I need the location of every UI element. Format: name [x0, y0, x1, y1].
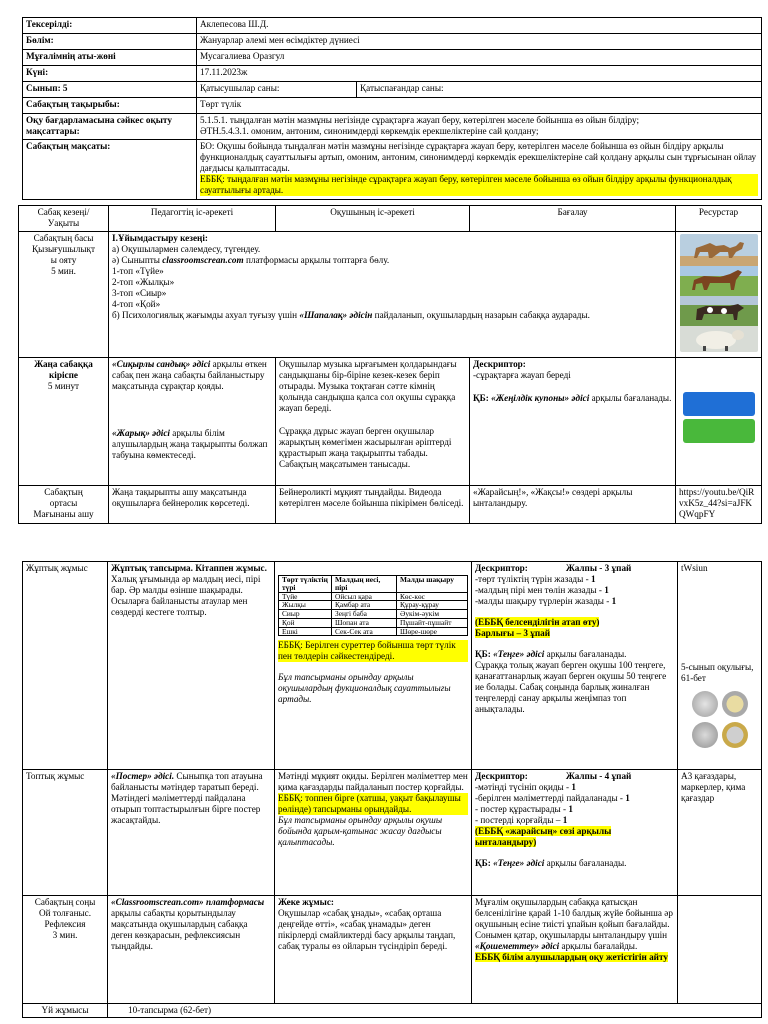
- goal-ebbk: ЕББҚ: тыңдалған мәтін мазмұны негізінде сұрақтарға жауап беру, көтерілген мәселе бойынша өз ойын білдіру арқылы функционалдық сауаттылығы артады.: [200, 174, 758, 196]
- stage3-name: Сабақтың ортасы Мағынаны ашу: [19, 486, 109, 524]
- teacher-label: Мұғалімнің аты-жөні: [23, 50, 197, 66]
- section-value: Жануарлар әлемі мен өсімдіктер дүниесі: [197, 34, 762, 50]
- end-teacher: «Classroomscreаn.com» платформасы арқылы сабақты қорытындылау мақсатында оқушылардың сабаққа деген көзқарасын, рефлексиясын тыңдайды.: [108, 896, 275, 1004]
- present-count-label: Қатысушылар саны:: [197, 82, 357, 98]
- animals-photo-collage: [680, 234, 758, 352]
- learning-objectives-value: 5.1.5.1. тыңдалған мәтін мазмұны негізінде сұрақтарға жауап беру, көтерілген мәселе бойынша өз ойын білдіру; ӘТН.5.4.3.1. омоним, антоним, синонимдерді көркемдік ерекшеліктеріне сай қолдану;: [197, 114, 762, 140]
- stage1-content: I.Ұйымдастыру кезеңі: а) Оқушылармен сәлемдесу, түгендеу. ә) Сыныпты classroomscreаn.com платформасы арқылы топтарға бөлу. 1-топ «Түйе» 2-топ «Жылқы» 3-топ «Сиыр» 4-топ «Қой» б) Психологиялық жағымды ахуал туғызу үшін «Шапалақ» әдісін пайдаланып, оқушылардың назарын сабаққа аударады.: [109, 232, 676, 358]
- date-label: Күні:: [23, 66, 197, 82]
- group-list-item: 4-топ «Қой»: [112, 299, 161, 310]
- lesson-header-table: [22, 17, 762, 200]
- lesson-goal-value: БО: Оқушы бойында тыңдалған мәтін мазмұны негізінде сұрақтарға жауап беру, көтерілген мәселе бойынша өз ойын білдіру арқылы функционалдық сауаттылығы артып, омоним, антоним, синонимдерді көркемдік ерекшеліктеріне сай қолдану арқылы сын тұрғысынан ойлау дағдысы қалыптасады. ЕББҚ: тыңдалған мәтін мазмұны негізінде сұрақтарға жауап беру, көтерілген мәселе бойынша өз ойын білдіру арқылы функционалдық сауаттылығы артады.: [197, 140, 762, 200]
- checked-label: Тексерілді:: [23, 18, 197, 34]
- pair-assessment: Дескриптор: Жалпы - 3 ұпай -төрт түліктің түрін жазады - 1 -малдың пірі мен төлін жазады - 1 -малды шақыру түрлерін жазады - 1 (ЕББҚ белсенділігін атап өту) Барлығы – 3 ұпай ҚБ: «Теңге» әдісі арқылы бағаланады. Сұраққа толық жауап берген оқушы 100 теңгеге, қанағаттанарлық жауап берген оқушы 50 теңгеге ие болады. Сабақ соңында барлық жиналған теңгелерді санау арқылы жеңімпаз топ анықталады.: [472, 562, 678, 770]
- col-assessment: Бағалау: [470, 206, 676, 232]
- col-stage: Сабақ кезеңі/Уақыты: [19, 206, 109, 232]
- checked-value: Аклепесова Ш.Д.: [197, 18, 762, 34]
- topic-label: Сабақтың тақырыбы:: [23, 98, 197, 114]
- section-label: Бөлім:: [23, 34, 197, 50]
- learning-objectives-label: Оқу бағдарламасына сәйкес оқыту мақсаттары:: [23, 114, 197, 140]
- group-assessment: Дескриптор: Жалпы - 4 ұпай -мәтінді түсініп оқиды - 1 -берілген мәліметтерді пайдаланады - 1 - постер құрастырады - 1 - постерді қорғайды – 1 (ЕББҚ «жарайсың» сөзі арқылы ынталандыру) ҚБ: «Теңге» әдісі арқылы бағаланады.: [472, 770, 678, 896]
- group-resources: А3 қағаздары, маркерлер, қима қағаздар: [678, 770, 762, 896]
- pair-teacher: Жұптық тапсырма. Кітаппен жұмыс. Халық ұғымында әр малдың иесі, пірі бар. Әр малды өзінше шақырады. Осыларға байланысты атаулар мен сөздерді кестеге толтыр.: [108, 562, 275, 770]
- coins-image: [681, 690, 758, 752]
- stage1-resources: [676, 232, 762, 358]
- coupon-green-image: [683, 419, 755, 443]
- end-resources: [678, 896, 762, 1004]
- lesson-plan-table-1: [18, 205, 762, 524]
- group-name: Топтық жұмыс: [23, 770, 108, 896]
- stage2-assessment: Дескриптор: -сұрақтарға жауап береді ҚБ: «Жеңілдік купоны» әдісі арқылы бағаланады.: [470, 358, 676, 486]
- group-list-item: 2-топ «Жылқы»: [112, 277, 175, 288]
- pair-name: Жұптық жұмыс: [23, 562, 108, 770]
- end-student: Жеке жұмыс: Оқушылар «сабақ ұнады», «сабақ орташа деңгейде өтті», «сабақ ұнамады» деген пікірлерді смайликтерді басу арқылы таңдап, сабақ туралы өз ойларын түсіндіріп береді.: [275, 896, 472, 1004]
- stage2-resources: [676, 358, 762, 486]
- col-teacher: Педагогтің іс-әрекеті: [109, 206, 276, 232]
- pair-resources: tWsiun 5-сынып оқулығы, 61-бет: [678, 562, 762, 770]
- coupon-blue-image: [683, 392, 755, 416]
- end-name: Сабақтың соңы Ой толғаныс. Рефлексия 3 мин.: [23, 896, 108, 1004]
- lesson-plan-table-2: [22, 561, 762, 1018]
- pair-student: Төрт түліктің түрі Малдың иесі, пірі Малды шақыру Түйе Ойсыл қара Көс-көс Жылқы Қамбар ата Құрау-құрау Сиыр Зеңгі баба Әукім-әукім Қой Шопан ата Пұшайт-пұшайт Ешкі Сек-Сек ата Шөре-шөре ЕББҚ: Берілген суреттер бойынша төрт түлік пен төлдерін сәйкестендіреді. Бұл тапсырманы орындау арқылы оқушылардың фукционалдық сауаттылығы артады.: [275, 562, 472, 770]
- group-ebbk: ЕББҚ: топпен бірге (хатшы, уақыт бақылаушы рөлінде) тапсырманы орындайды.: [278, 793, 468, 815]
- absent-count-label: Қатыспағандар саны:: [357, 82, 762, 98]
- col-resources: Ресурстар: [676, 206, 762, 232]
- group-student: Мәтінді мұқият оқиды. Берілген мәліметтер мен қима қағаздарды пайдаланып постер қорғайды. ЕББҚ: топпен бірге (хатшы, уақыт бақылаушы рөлінде) тапсырманы орындайды. Бұл тапсырманы орындау арқылы оқушы бойында қарым-қатынас жасау дағдысы қалыптасады.: [275, 770, 472, 896]
- video-link[interactable]: https://youtu.be/QiRvxK5z_44?si=aJFKQWqpFY: [676, 486, 762, 524]
- col-student: Оқушының іс-әрекеті: [276, 206, 470, 232]
- teacher-value: Мусагалиева Оразгул: [197, 50, 762, 66]
- homework-name: Үй жұмысы: [23, 1004, 108, 1018]
- livestock-table: Төрт түліктің түрі Малдың иесі, пірі Малды шақыру Түйе Ойсыл қара Көс-көс Жылқы Қамбар ата Құрау-құрау Сиыр Зеңгі баба Әукім-әукім Қой Шопан ата Пұшайт-пұшайт Ешкі Сек-Сек ата Шөре-шөре: [278, 575, 468, 636]
- stage3-student: Бейнероликті мұқият тыңдайды. Видеода көтерілген мәселе бойынша пікірімен бөліседі.: [276, 486, 470, 524]
- lesson-goal-label: Сабақтың мақсаты:: [23, 140, 197, 200]
- homework-text: 10-тапсырма (62-бет): [108, 1004, 762, 1018]
- topic-value: Төрт түлік: [197, 98, 762, 114]
- stage3-assessment: «Жарайсың!», «Жақсы!» сөздері арқылы ынталандыру.: [470, 486, 676, 524]
- stage2-student: Оқушылар музыка ырғағымен қолдарындағы сандықшаны бір-біріне кезек-кезек беріп отырады. Музыка тоқтаған сәтте кімнің қолында сандықша қалса сол оқушы сұраққа жауап береді. Сұраққа дұрыс жауап берген оқушылар жарықтың көмегімен жасырылған әріптерді құрастырып жаңа тақырыпты табады. Сабақтың мақсатымен танысады.: [276, 358, 470, 486]
- group-list-item: 3-топ «Сиыр»: [112, 288, 167, 299]
- stage3-teacher: Жаңа тақырыпты ашу мақсатында оқушыларға бейнеролик көрсетеді.: [109, 486, 276, 524]
- stage2-name: Жаңа сабаққа кіріспе 5 минут: [19, 358, 109, 486]
- class-label: Сынып: 5: [23, 82, 197, 98]
- stage1-name: Сабақтың басы Қызығушылықт ы ояту 5 мин.: [19, 232, 109, 358]
- pair-ebbk: ЕББҚ: Берілген суреттер бойынша төрт түлік пен төлдерін сәйкестендіреді.: [278, 640, 468, 662]
- group-teacher: «Постер» әдісі. Сыныпқа топ атауына байланысты мәтіндер таратып береді. Мәтіндегі мәліметтерді пайдалана отырып топтастырылғын бірге постер жасақтайды.: [108, 770, 275, 896]
- stage2-teacher: «Сиқырлы сандық» әдісі арқылы өткен сабақ пен жаңа сабақты байланыстыру мақсатында сұрақтар қояды. «Жарық» әдісі арқылы білім алушылардың жаңа тақырыпты болжап табуына көмектеседі.: [109, 358, 276, 486]
- group-list-item: 1-топ «Түйе»: [112, 266, 164, 277]
- end-assessment: Мұғалім оқушылардың сабаққа қатысқан белсенілігіне қарай 1-10 балдық жүйе бойынша әр оқушының есіне тиісті ұпайын қойып бағалайды. Сонымен қатар, оқушыларды ынталандыру үшін «Қошеметтеу» әдісі арқылы бағалайды. ЕББҚ білім алушылардың оқу жетістігін айту: [472, 896, 678, 1004]
- date-value: 17.11.2023ж: [197, 66, 762, 82]
